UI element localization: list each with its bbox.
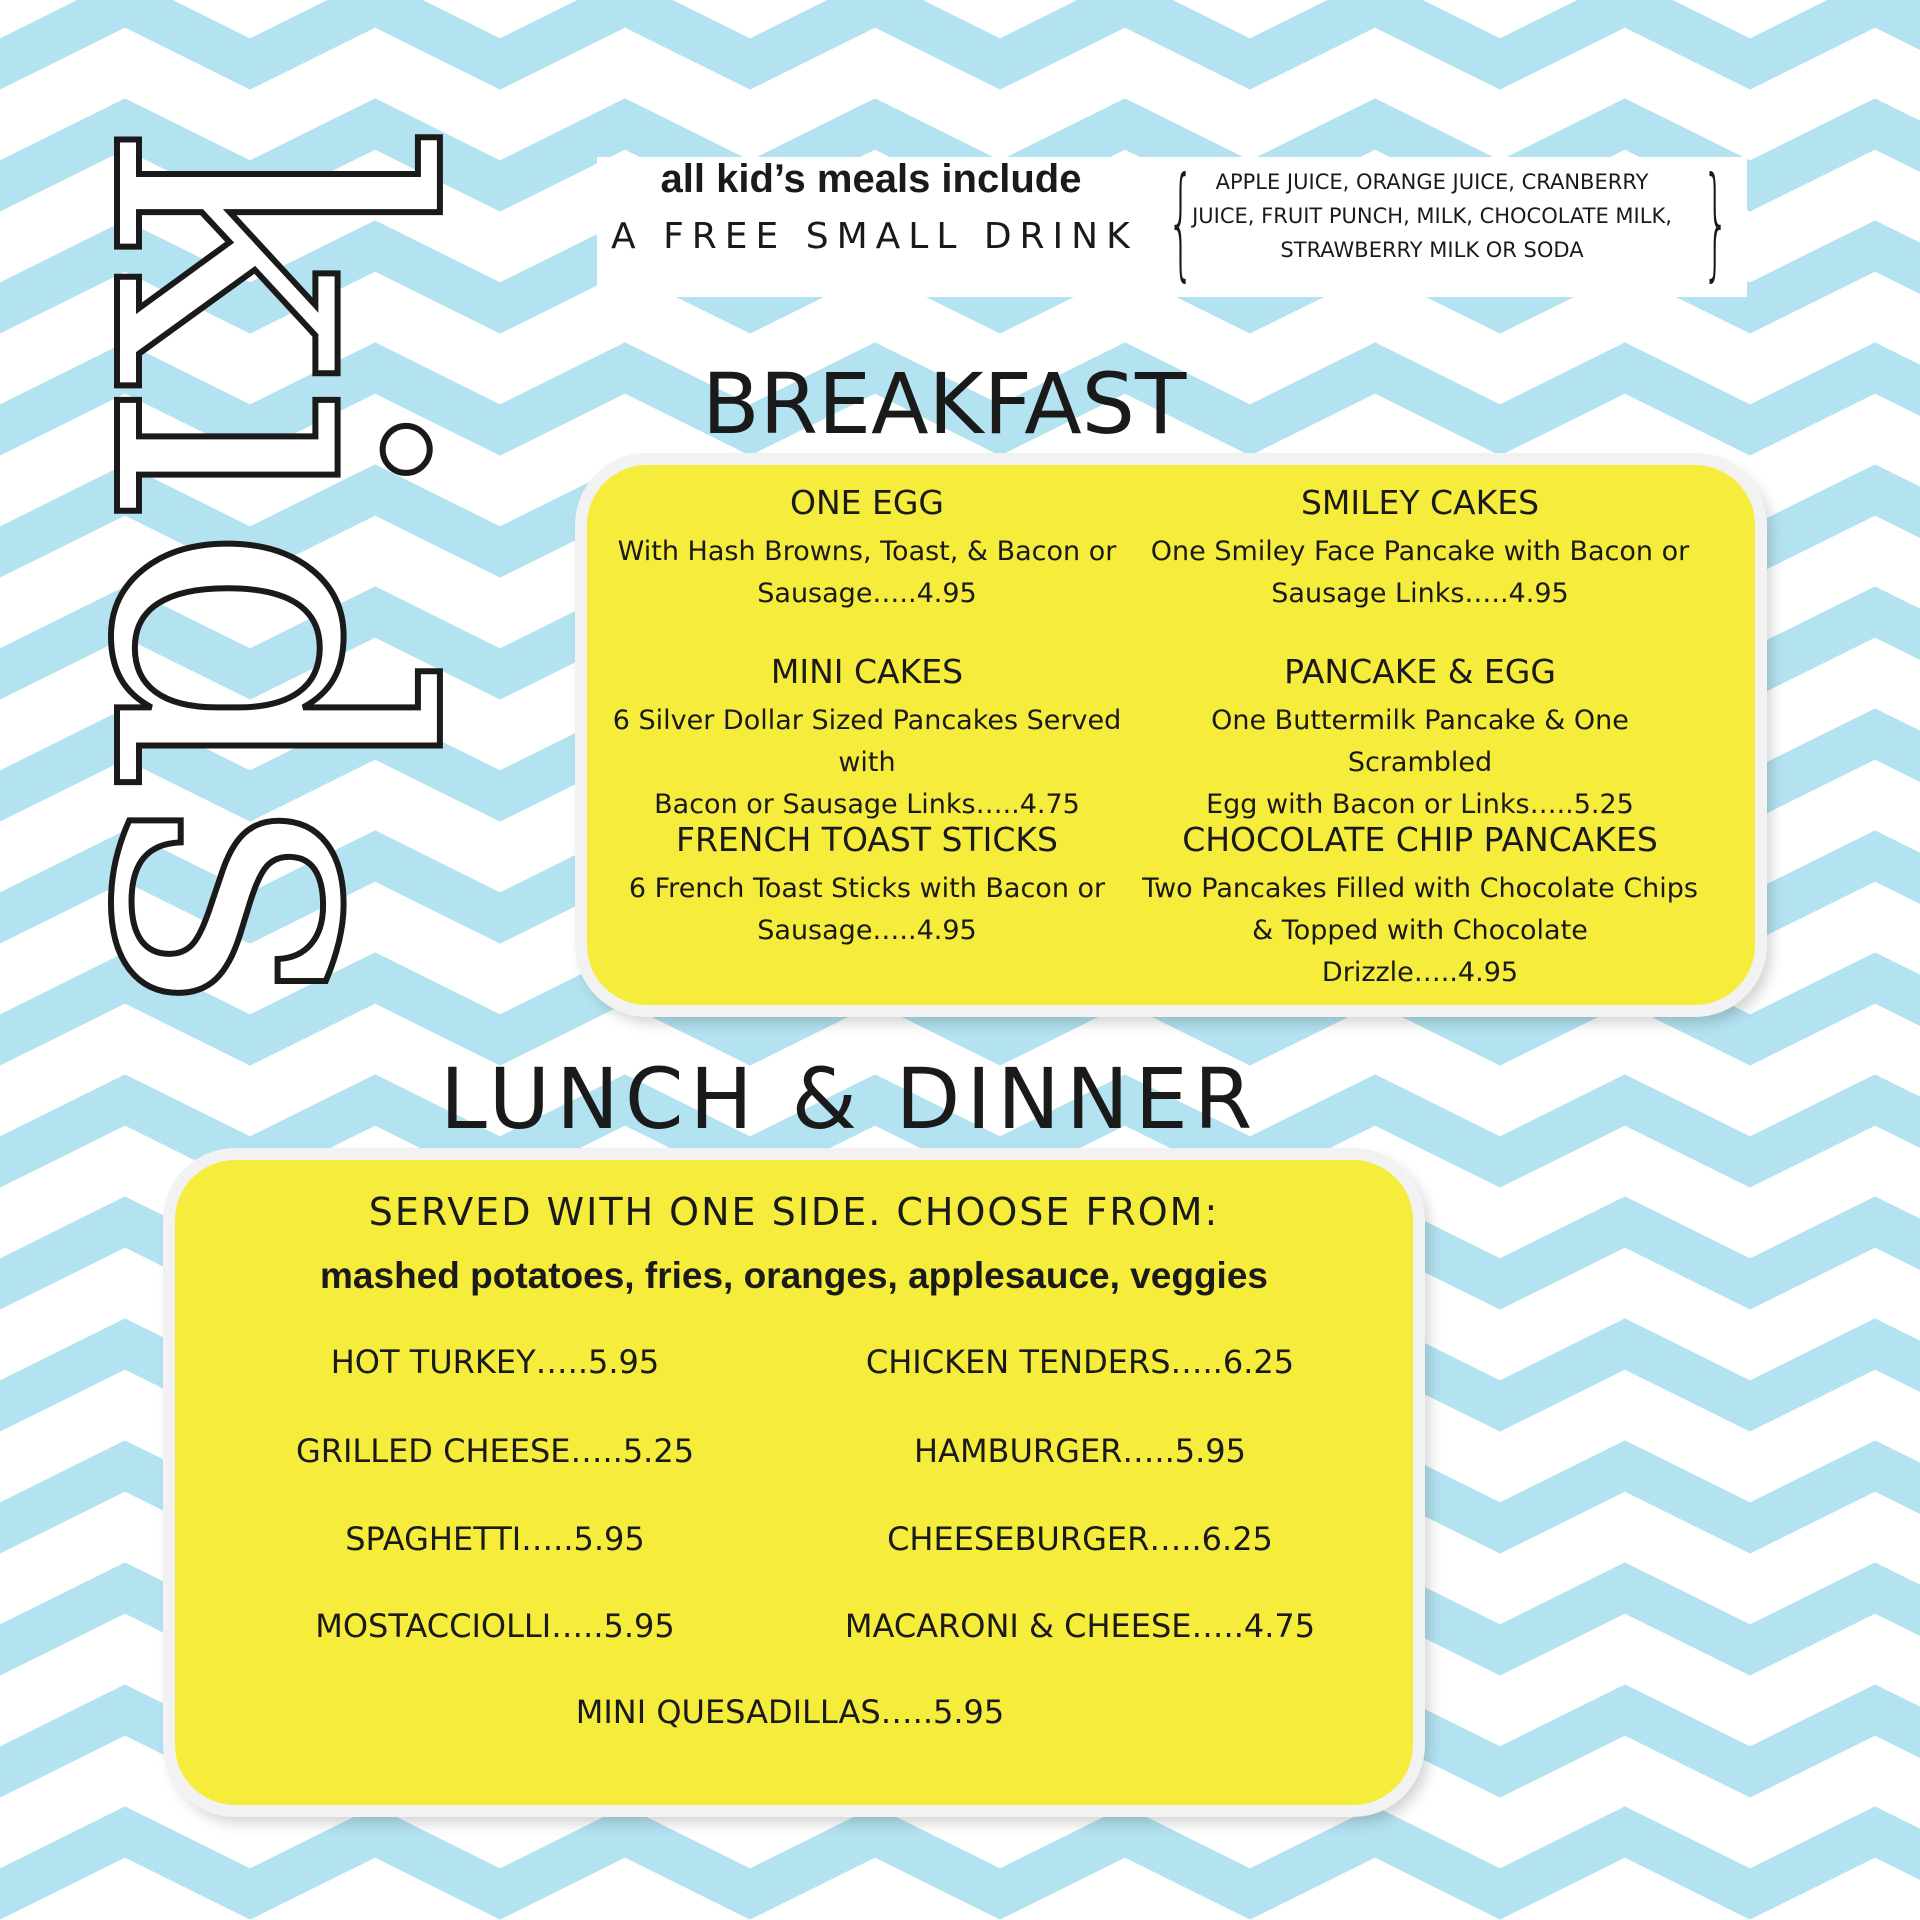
drink-banner [597,151,1747,297]
breakfast-item-mini-cakes [587,652,1147,826]
lunch-item: GRILLED CHEESE…..5.25 [295,1432,695,1470]
menu-item-name: ONE EGG [790,483,944,522]
breakfast-panel [587,465,1755,1005]
menu-item-description: 6 Silver Dollar Sized Pancakes Served with Bacon or Sausage Links…..4.75 [612,705,1122,820]
menu-item-name: SMILEY CAKES [1300,483,1540,522]
drink-banner-text [611,157,1138,257]
drink-banner-line1: all kid’s meals include [660,157,1082,201]
drink-options [1177,165,1687,267]
menu-item-name: MINI CAKES [770,652,964,691]
drink-options-line: STRAWBERRY MILK OR SODA [1280,238,1584,262]
menu-item-name: PANCAKE & EGG [1284,652,1556,691]
breakfast-item-one-egg [587,483,1147,615]
sides-list: mashed potatoes, fries, oranges, applesauce, veggies [320,1255,1268,1296]
lunch-item: MACARONI & CHEESE…..4.75 [844,1607,1316,1645]
menu-item-description: 6 French Toast Sticks with Bacon or Sausage…..4.95 [628,873,1106,946]
menu-item-description: One Buttermilk Pancake & One Scrambled Egg with Bacon or Links…..5.25 [1206,705,1634,820]
lunch-dinner-panel [175,1160,1413,1805]
menu-item-description: One Smiley Face Pancake with Bacon or Sausage Links…..4.95 [1150,536,1690,609]
drink-banner-line2: A FREE SMALL DRINK [611,216,1138,257]
breakfast-heading: BREAKFAST [702,355,1187,453]
lunch-item: CHEESEBURGER…..6.25 [887,1520,1273,1558]
breakfast-item-smiley-cakes [1140,483,1700,615]
lunch-item: MOSTACCIOLLI…..5.95 [315,1607,675,1645]
drink-options-line: JUICE, FRUIT PUNCH, MILK, CHOCOLATE MILK, [1192,204,1672,228]
lunch-item: SPAGHETTI…..5.95 [345,1520,645,1558]
lunch-item: CHICKEN TENDERS…..6.25 [865,1343,1295,1381]
kids-title: kids [16,125,510,1017]
menu-item-name: CHOCOLATE CHIP PANCAKES [1182,820,1658,859]
menu-item-description: Two Pancakes Filled with Chocolate Chips & Topped with Chocolate Drizzle…..4.95 [1142,873,1698,988]
menu-item-description: With Hash Browns, Toast, & Bacon or Sausage…..4.95 [617,536,1117,609]
breakfast-item-pancake-egg [1140,652,1700,826]
breakfast-item-chocolate-chip-pancakes [1140,820,1700,994]
sides-subtitle: SERVED WITH ONE SIDE. CHOOSE FROM: [368,1190,1220,1234]
menu-item-name: FRENCH TOAST STICKS [676,820,1058,859]
drink-options-line: APPLE JUICE, ORANGE JUICE, CRANBERRY [1215,170,1649,194]
brace-close: } [1702,151,1730,293]
lunch-item: HAMBURGER…..5.95 [913,1432,1246,1470]
lunch-item: HOT TURKEY…..5.95 [330,1343,660,1381]
lunch-item: MINI QUESADILLAS…..5.95 [575,1693,1005,1731]
breakfast-item-french-toast-sticks [587,820,1147,952]
lunch-dinner-heading: LUNCH & DINNER [440,1050,1259,1148]
brace-open: { [1167,151,1195,293]
